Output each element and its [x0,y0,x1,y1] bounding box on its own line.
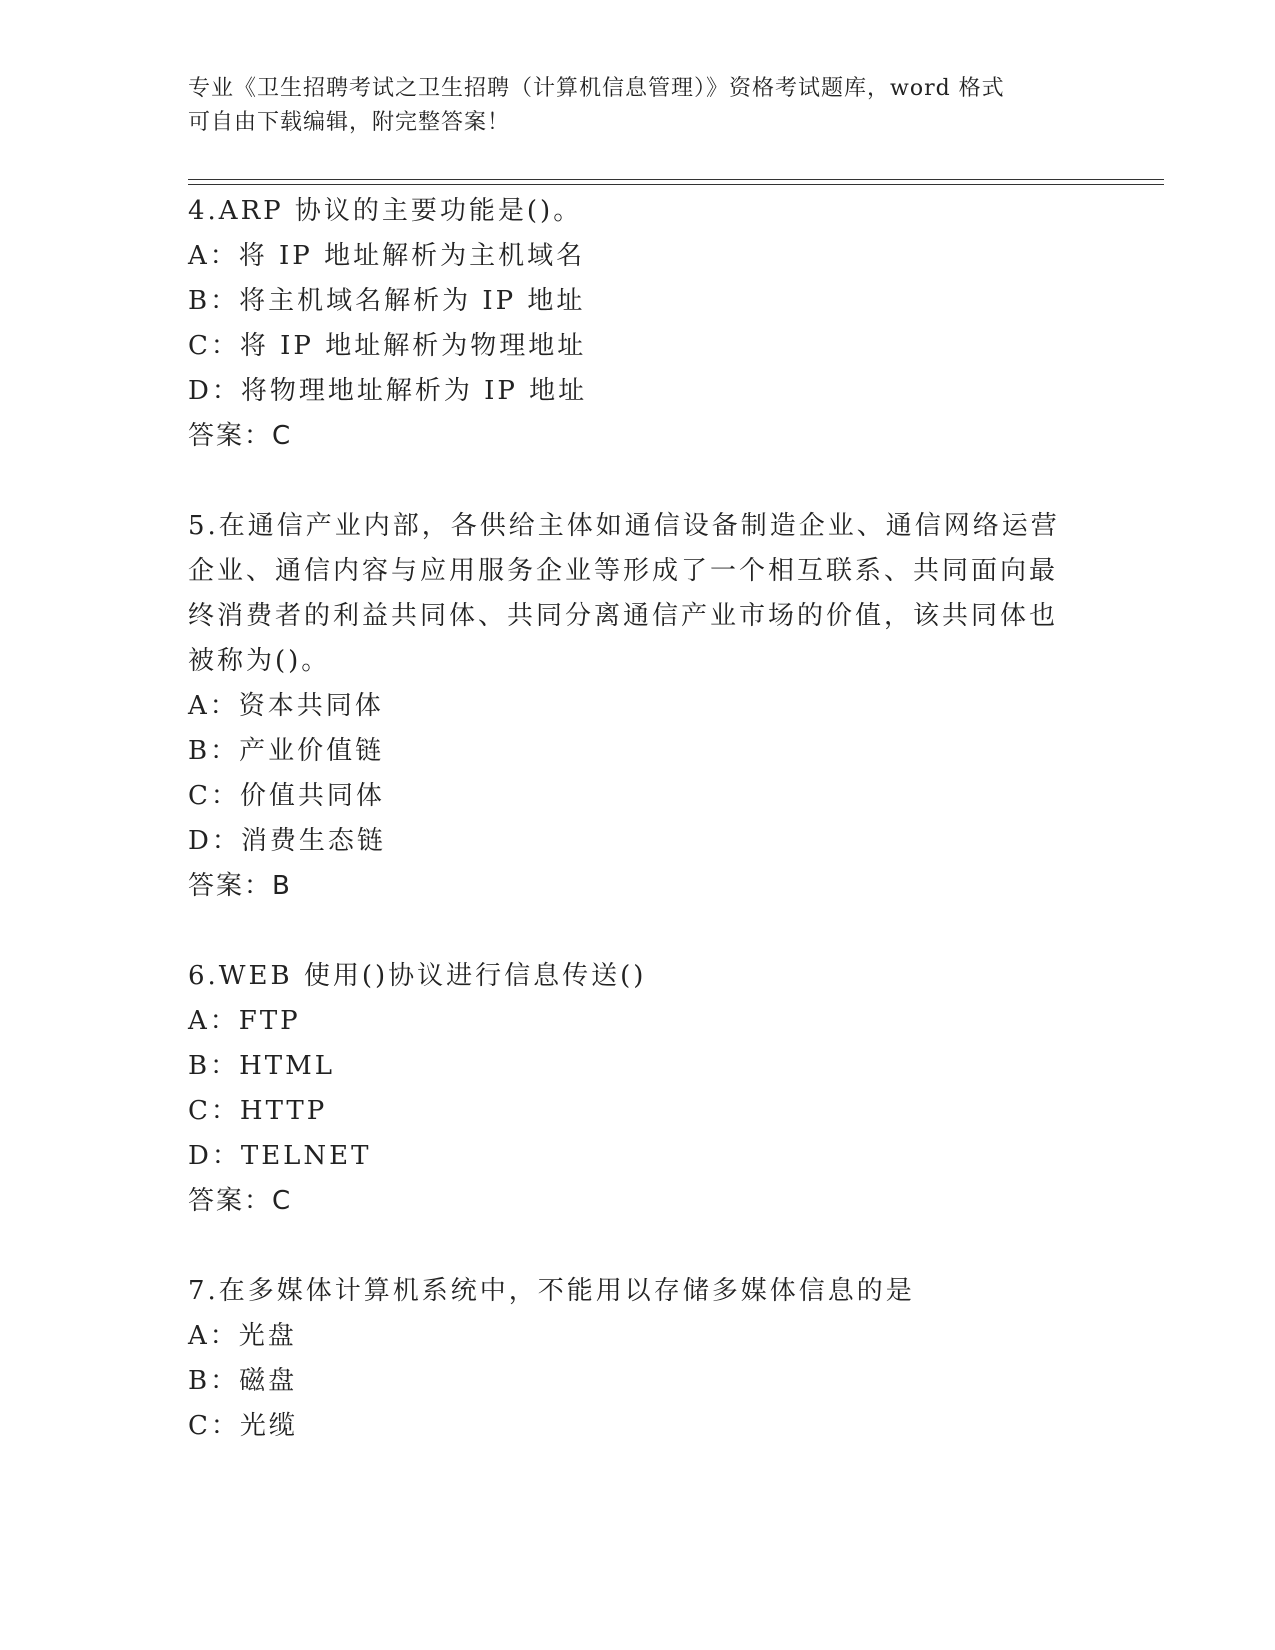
question-6-option-d: D：TELNET [188,1141,372,1171]
question-4-option-b: B：将主机域名解析为 IP 地址 [188,286,586,316]
question-4-option-c: C：将 IP 地址解析为物理地址 [188,331,587,361]
header-line-1: 专业《卫生招聘考试之卫生招聘（计算机信息管理）》资格考试题库，word 格式 [188,76,1005,101]
question-5-answer: 答案：B [188,871,292,901]
question-5-option-b: B：产业价值链 [188,736,385,766]
question-5-stem-line-3: 终消费者的利益共同体、共同分离通信产业市场的价值，该共同体也 [188,601,1059,631]
question-5-stem-line-4: 被称为()。 [188,646,331,676]
question-6-answer: 答案：C [188,1186,293,1216]
question-4-answer: 答案：C [188,421,293,451]
question-5-stem-line-2: 企业、通信内容与应用服务企业等形成了一个相互联系、共同面向最 [188,556,1059,586]
question-6-stem: 6.WEB 使用()协议进行信息传送() [188,961,647,991]
question-7-stem: 7.在多媒体计算机系统中，不能用以存储多媒体信息的是 [188,1276,915,1306]
question-5-option-a: A：资本共同体 [188,691,384,721]
question-7-option-b: B：磁盘 [188,1366,298,1396]
question-4-option-a: A：将 IP 地址解析为主机域名 [188,241,586,271]
header-divider-bottom [188,184,1164,185]
header-divider-top [188,179,1164,180]
question-6-option-a: A：FTP [188,1006,301,1036]
question-5-option-d: D：消费生态链 [188,826,386,856]
question-6-option-b: B：HTML [188,1051,336,1081]
question-4-stem: 4.ARP 协议的主要功能是()。 [188,196,583,226]
question-5-stem-line-1: 5.在通信产业内部，各供给主体如通信设备制造企业、通信网络运营 [188,511,1060,541]
header-line-2: 可自由下载编辑，附完整答案！ [188,110,511,135]
question-7-option-c: C：光缆 [188,1411,298,1441]
question-4-option-d: D：将物理地址解析为 IP 地址 [188,376,588,406]
document-header [188,72,1088,140]
question-6-option-c: C：HTTP [188,1096,328,1126]
question-5-option-c: C：价值共同体 [188,781,385,811]
question-7-option-a: A：光盘 [188,1321,297,1351]
